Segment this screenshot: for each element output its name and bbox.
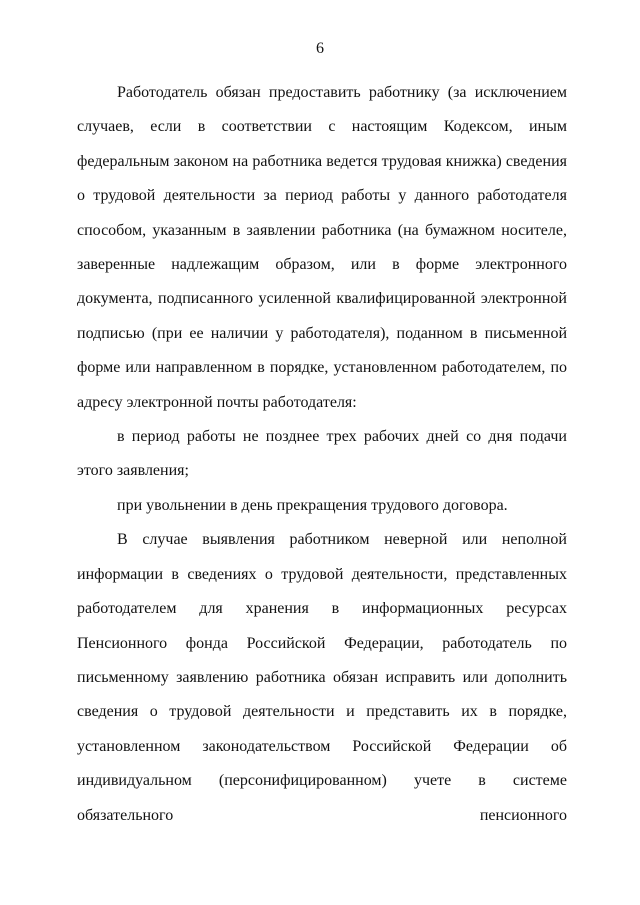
paragraph-on-dismissal: при увольнении в день прекращения трудового договора. [117, 496, 508, 514]
paragraph-error-correction: В случае выявления работником неверной или неполной информации в сведениях о трудовой деятельности, представленных работодателем для хранения в информационных ресурсах Пенсионного фонда Российской Федерации, работодатель по письменному заявлению работника обязан исправить или дополнить сведения о трудовой деятельности и представить их в порядке, установленном законодательством Российской Федерации об индивидуальном (персонифицированном) учете в системе обязательного пенсионного [77, 531, 567, 824]
paragraph-during-work: в период работы не позднее трех рабочих дней со дня подачи этого заявления; [77, 428, 567, 480]
page-number: 6 [316, 40, 324, 57]
paragraph-employer-obligation: Работодатель обязан предоставить работнику (за исключением случаев, если в соответствии с настоящим Кодексом, иным федеральным законом на работника ведется трудовая книжка) сведения о трудовой деятельности за период работы у данного работодателя способом, указанным в заявлении работника (на бумажном носителе, заверенные надлежащим образом, или в форме электронного документа, подписанного усиленной квалифицированной электронной подписью (при ее наличии у работодателя), поданном в письменной форме или направленном в порядке, установленном работодателем, по адресу электронной почты работодателя: [77, 84, 567, 411]
document-body [77, 76, 567, 833]
